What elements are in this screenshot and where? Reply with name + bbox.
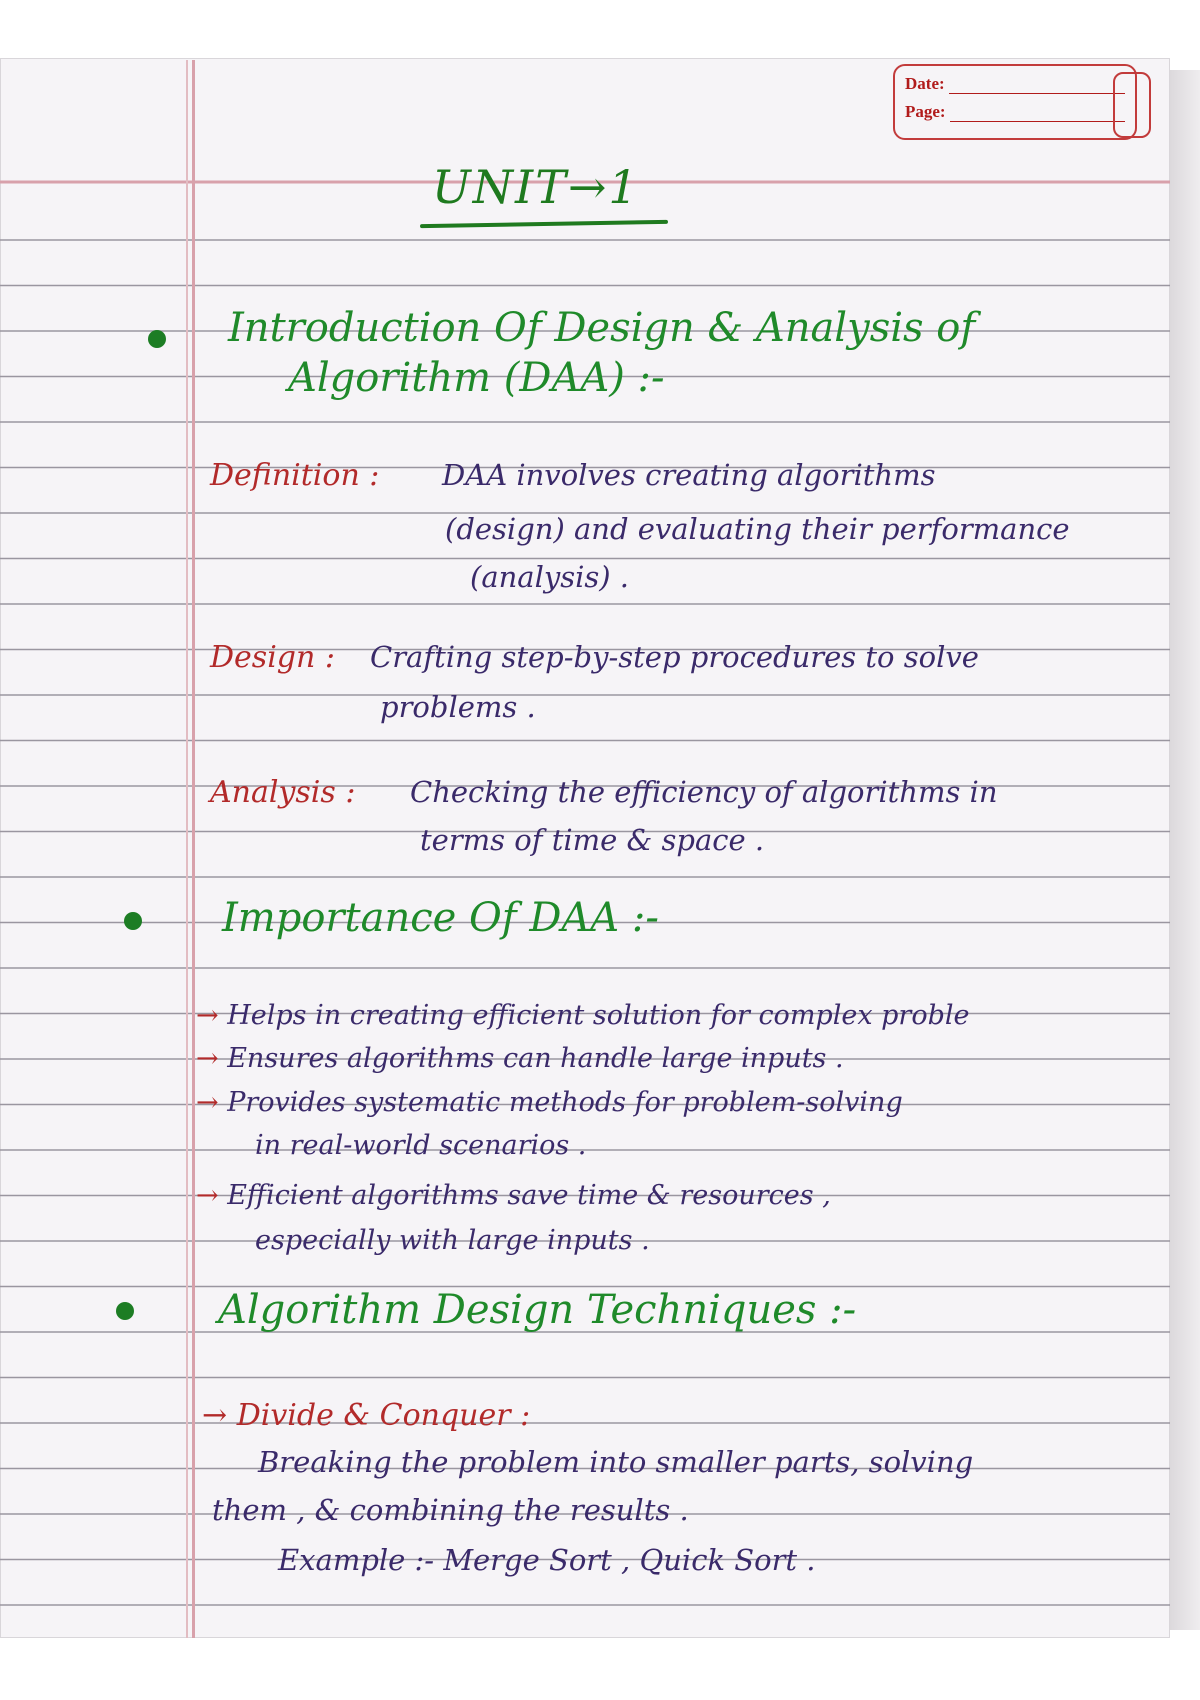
arrow-icon: → bbox=[196, 1000, 228, 1031]
design-line1: Crafting step-by-step procedures to solve bbox=[370, 640, 979, 674]
bullet-point bbox=[116, 1302, 134, 1320]
intro-heading-line1: Introduction Of Design & Analysis of bbox=[228, 305, 976, 351]
date-page-box bbox=[893, 64, 1137, 140]
arrow-icon: → bbox=[202, 1398, 237, 1433]
analysis-label: Analysis : bbox=[210, 775, 356, 810]
techniques-heading: Algorithm Design Techniques :- bbox=[218, 1287, 857, 1333]
importance-item-3 bbox=[196, 1087, 903, 1118]
importance-item-4-line2: especially with large inputs . bbox=[255, 1225, 650, 1256]
margin-line bbox=[186, 60, 188, 1640]
definition-line3: (analysis) . bbox=[470, 560, 630, 594]
divide-example: Example :- Merge Sort , Quick Sort . bbox=[278, 1543, 816, 1577]
bullet-point bbox=[124, 912, 142, 930]
importance-item-1 bbox=[196, 1000, 969, 1031]
definition-label: Definition : bbox=[210, 458, 380, 493]
arrow-icon: → bbox=[196, 1087, 228, 1118]
definition-line1: DAA involves creating algorithms bbox=[442, 458, 936, 492]
importance-item-2 bbox=[196, 1043, 844, 1074]
divide-conquer-label bbox=[202, 1398, 530, 1433]
scan-border bbox=[0, 1638, 1200, 1698]
intro-heading-line2: Algorithm (DAA) :- bbox=[288, 355, 665, 401]
unit-title: UNIT→1 bbox=[432, 160, 640, 214]
page-edge bbox=[1170, 70, 1200, 1630]
divide-line2: them , & combining the results . bbox=[212, 1493, 689, 1527]
arrow-icon: → bbox=[196, 1180, 228, 1211]
date-field-line bbox=[949, 79, 1125, 94]
importance-item-4 bbox=[196, 1180, 831, 1211]
bullet-point bbox=[148, 330, 166, 348]
analysis-line1: Checking the efficiency of algorithms in bbox=[410, 775, 998, 809]
definition-line2: (design) and evaluating their performance bbox=[445, 512, 1070, 546]
importance-item-text: Efficient algorithms save time & resources , bbox=[227, 1180, 831, 1211]
importance-item-3-line2: in real-world scenarios . bbox=[255, 1130, 587, 1161]
importance-item-text: Provides systematic methods for problem-solving bbox=[227, 1087, 903, 1118]
margin-line bbox=[192, 60, 195, 1640]
design-line2: problems . bbox=[380, 690, 536, 724]
divide-conquer-label-text: Divide & Conquer : bbox=[236, 1398, 531, 1433]
analysis-line2: terms of time & space . bbox=[420, 823, 765, 857]
arrow-icon: → bbox=[196, 1043, 228, 1074]
importance-item-text: Ensures algorithms can handle large inputs . bbox=[227, 1043, 844, 1074]
divide-line1: Breaking the problem into smaller parts, solving bbox=[258, 1445, 974, 1479]
design-label: Design : bbox=[210, 640, 335, 675]
importance-item-text: Helps in creating efficient solution for complex proble bbox=[227, 1000, 970, 1031]
box-tab bbox=[1113, 72, 1151, 138]
page-label: Page: bbox=[905, 102, 946, 121]
date-label: Date: bbox=[905, 74, 945, 93]
importance-heading: Importance Of DAA :- bbox=[222, 895, 659, 941]
page-field-line bbox=[950, 107, 1125, 122]
